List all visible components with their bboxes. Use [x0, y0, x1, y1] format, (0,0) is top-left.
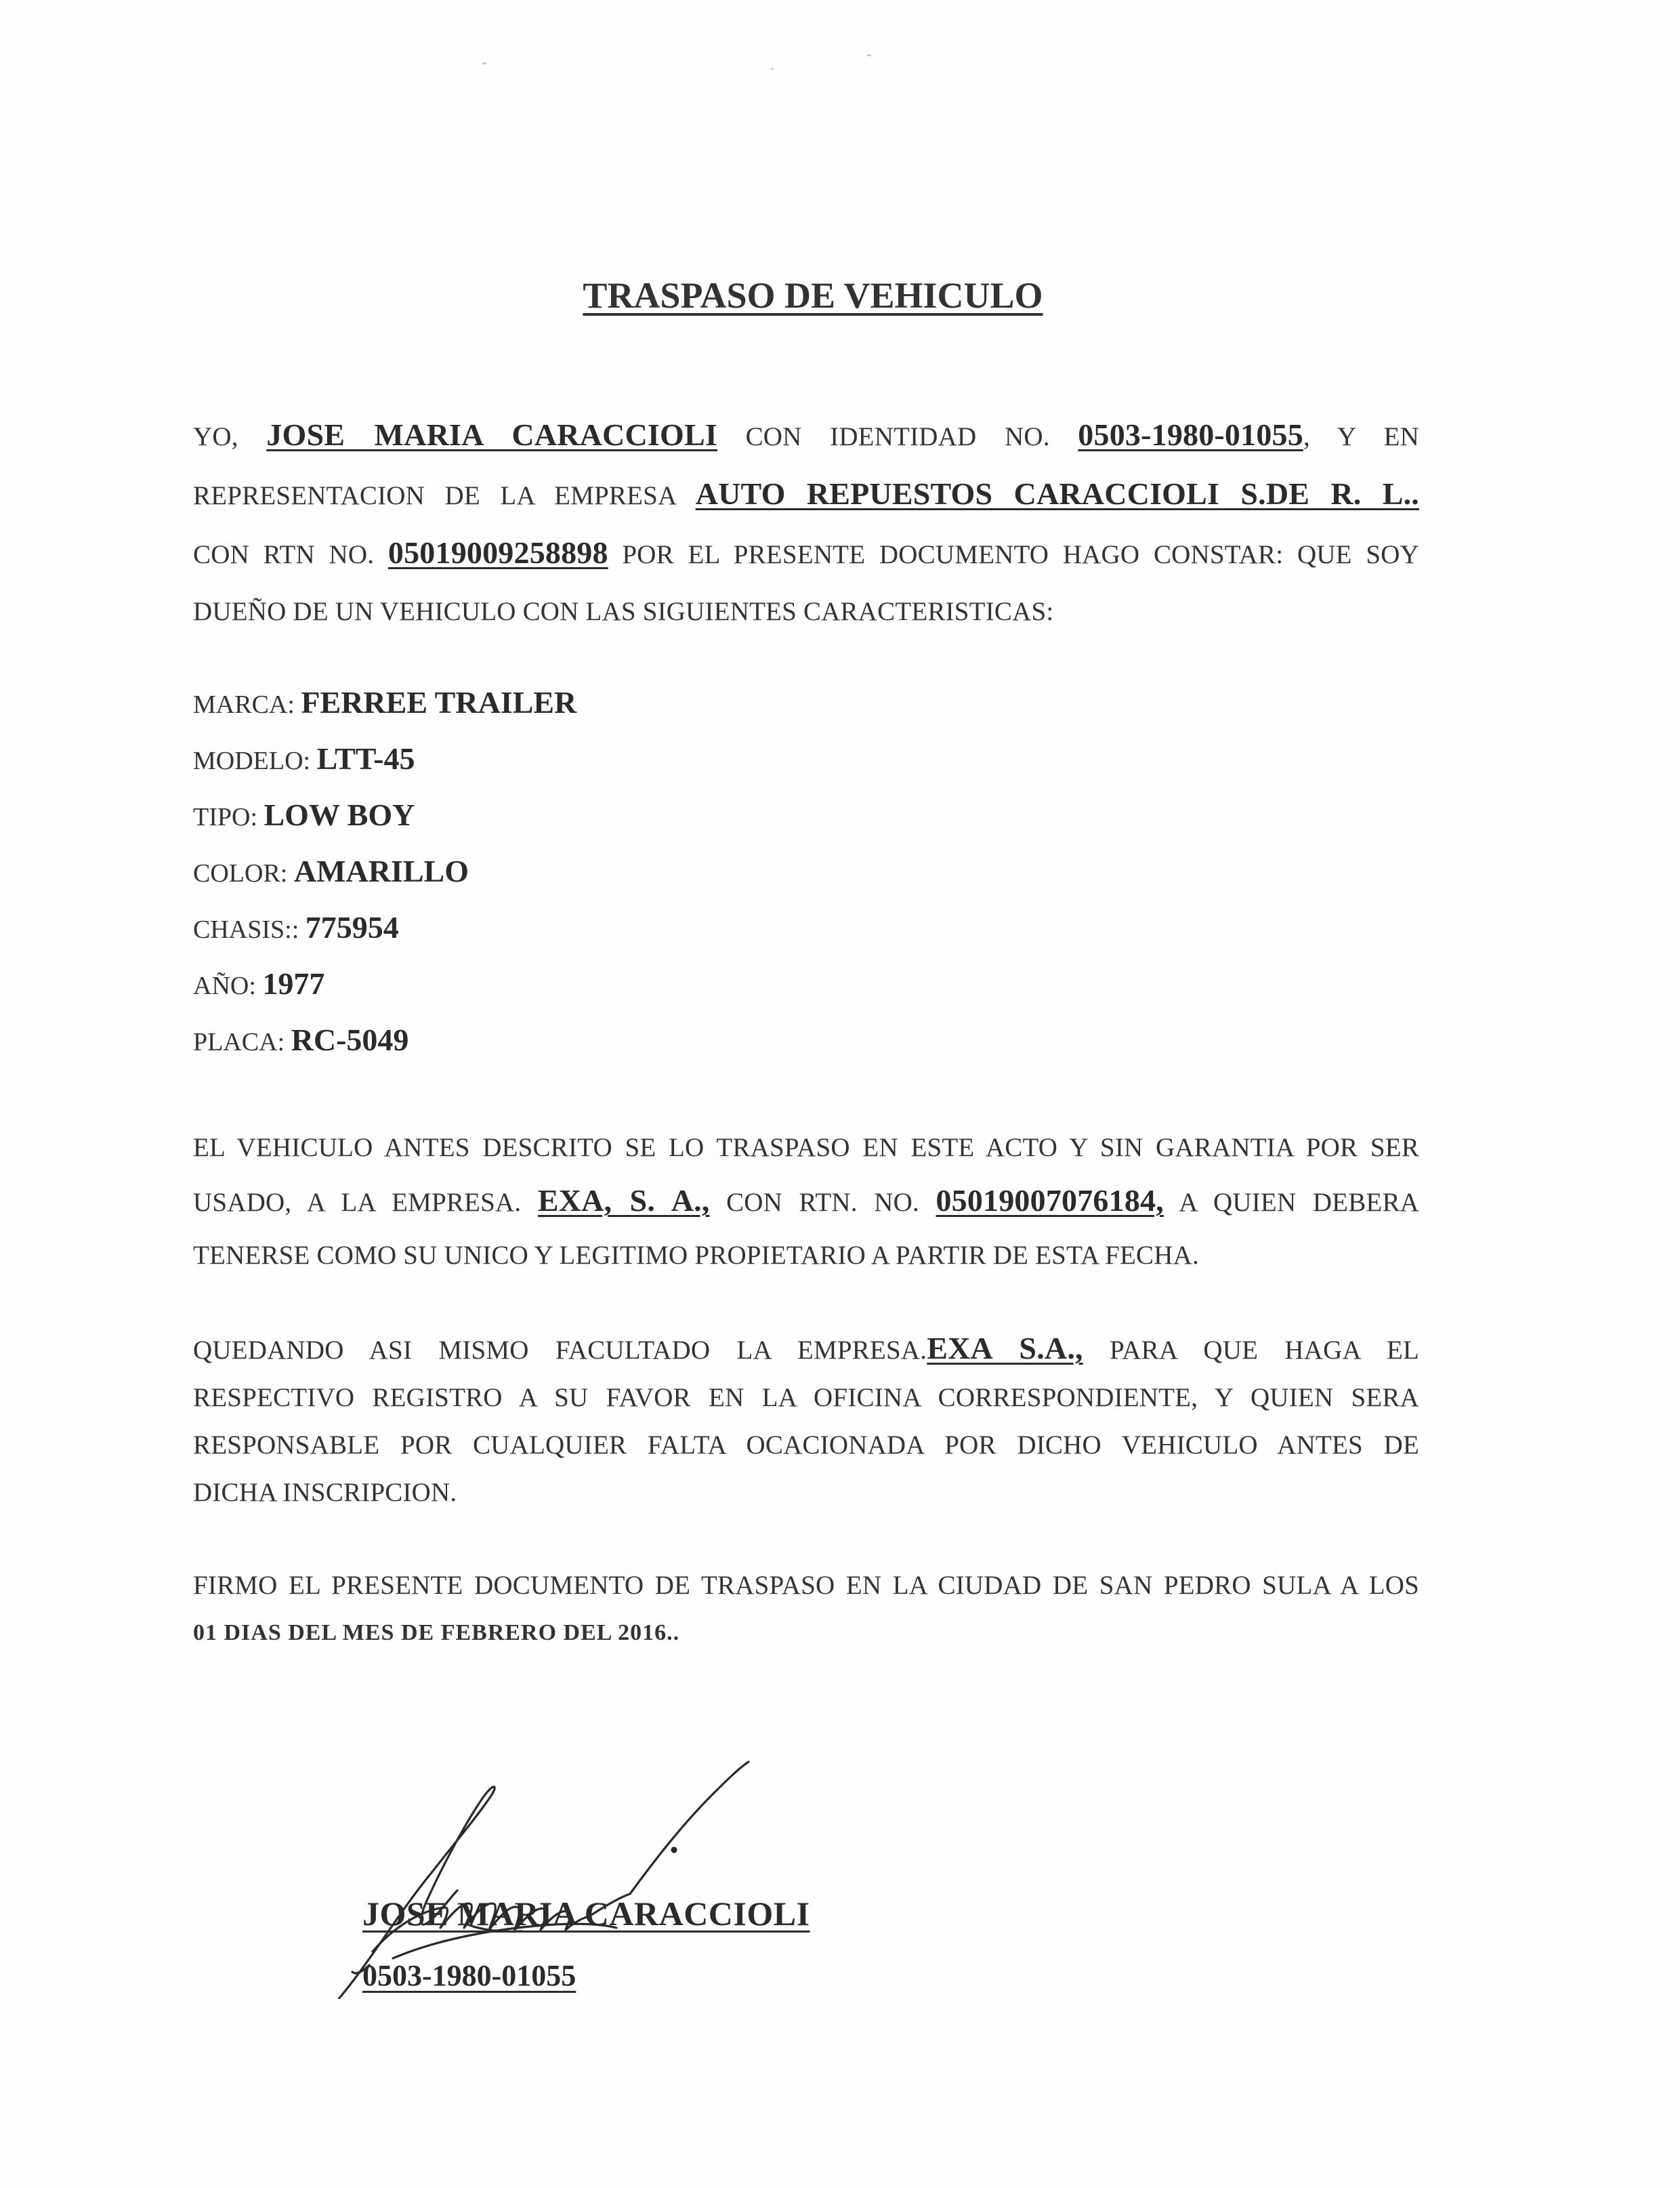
scan-speck [482, 62, 486, 64]
buyer-rtn: 05019007076184, [936, 1183, 1164, 1218]
scan-speck [771, 68, 774, 70]
authorization-line-1 [193, 1325, 1419, 1374]
signatory-name: JOSE MARIA CARACCIOLI [362, 1895, 810, 1933]
seller-rtn: 05019009258898 [387, 535, 608, 570]
model-label: MODELO: [193, 747, 311, 775]
buyer-rtn-label: CON RTN. NO. [726, 1188, 919, 1217]
spec-brand [193, 674, 1006, 730]
plate-label: PLACA: [193, 1028, 285, 1056]
intro-paragraph [193, 407, 1419, 640]
transfer-line-2 [193, 1174, 1419, 1229]
model-value: LTT-45 [316, 741, 415, 776]
brand-label: MARCA: [193, 690, 295, 719]
chassis-value: 775954 [305, 910, 399, 945]
spec-plate [193, 1012, 1006, 1068]
buyer-company: EXA, S. A., [537, 1183, 710, 1218]
spec-year [193, 955, 1006, 1012]
plate-value: RC-5049 [291, 1023, 409, 1057]
spec-chassis [193, 899, 1006, 955]
closing-paragraph [193, 1562, 1419, 1657]
transfer-line-3: TENERSE COMO SU UNICO Y LEGITIMO PROPIETARIO A PARTIR DE ESTA FECHA. [193, 1241, 1199, 1270]
document-title: TRASPASO DE VEHICULO [583, 275, 1043, 316]
vehicle-specs [193, 674, 1006, 1068]
scan-speck [867, 54, 871, 56]
authorization-prefix: QUEDANDO ASI MISMO FACULTADO LA EMPRESA. [193, 1336, 927, 1365]
intro-prefix: YO, [193, 422, 238, 451]
authorization-line1-suffix: PARA QUE HAGA EL [1110, 1336, 1419, 1365]
authorization-line-3: RESPONSABLE POR CUALQUIER FALTA OCACIONADA POR DICHO VEHICULO ANTES DE [193, 1430, 1419, 1460]
transfer-line-1: EL VEHICULO ANTES DESCRITO SE LO TRASPASO EN ESTE ACTO Y SIN GARANTIA POR SER [193, 1133, 1419, 1162]
spec-type [193, 787, 1006, 843]
signatory-id-number: 0503-1980-01055 [362, 1959, 576, 1992]
type-label: TIPO: [193, 803, 257, 831]
closing-line-1: FIRMO EL PRESENTE DOCUMENTO DE TRASPASO EN LA CIUDAD DE SAN PEDRO SULA A LOS [193, 1571, 1419, 1600]
color-value: AMARILLO [293, 854, 469, 888]
closing-date-line: 01 DIAS DEL MES DE FEBRERO DEL 2016.. [193, 1620, 680, 1645]
authorization-line-4: DICHA INSCRIPCION. [193, 1478, 457, 1507]
type-value: LOW BOY [264, 798, 415, 832]
transfer-prefix: USADO, A LA EMPRESA. [193, 1188, 522, 1217]
intro-line-1 [193, 407, 1419, 466]
id-label: CON IDENTIDAD NO. [745, 422, 1050, 451]
chassis-label: CHASIS:: [193, 915, 299, 944]
spec-model [193, 730, 1006, 787]
year-label: AÑO: [193, 972, 256, 1000]
spec-color [193, 843, 1006, 899]
authorization-line-2: RESPECTIVO REGISTRO A SU FAVOR EN LA OFICINA CORRESPONDIENTE, Y QUIEN SERA [193, 1383, 1419, 1412]
brand-value: FERREE TRAILER [301, 685, 577, 720]
intro-line-3 [193, 524, 1419, 583]
transfer-line2-suffix: A QUIEN DEBERA [1179, 1188, 1420, 1217]
rtn-label: CON RTN NO. [193, 540, 375, 569]
transfer-paragraph [193, 1121, 1419, 1282]
intro-line-2 [193, 466, 1419, 524]
intro-line3-suffix: POR EL PRESENTE DOCUMENTO HAGO CONSTAR: QUE SOY [622, 540, 1419, 569]
color-label: COLOR: [193, 859, 288, 888]
owner-id-number: 0503-1980-01055 [1078, 417, 1303, 452]
authorized-company: EXA S.A., [927, 1331, 1083, 1365]
seller-company: AUTO REPUESTOS CARACCIOLI S.DE R. L.. [695, 476, 1420, 511]
authorization-paragraph [193, 1325, 1419, 1516]
representation-label: REPRESENTACION DE LA EMPRESA [193, 481, 676, 510]
intro-line1-suffix: , Y EN [1303, 422, 1419, 451]
intro-line-4: DUEÑO DE UN VEHICULO CON LAS SIGUIENTES CARACTERISTICAS: [193, 597, 1054, 626]
owner-name: JOSE MARIA CARACCIOLI [266, 417, 717, 452]
year-value: 1977 [262, 966, 325, 1001]
